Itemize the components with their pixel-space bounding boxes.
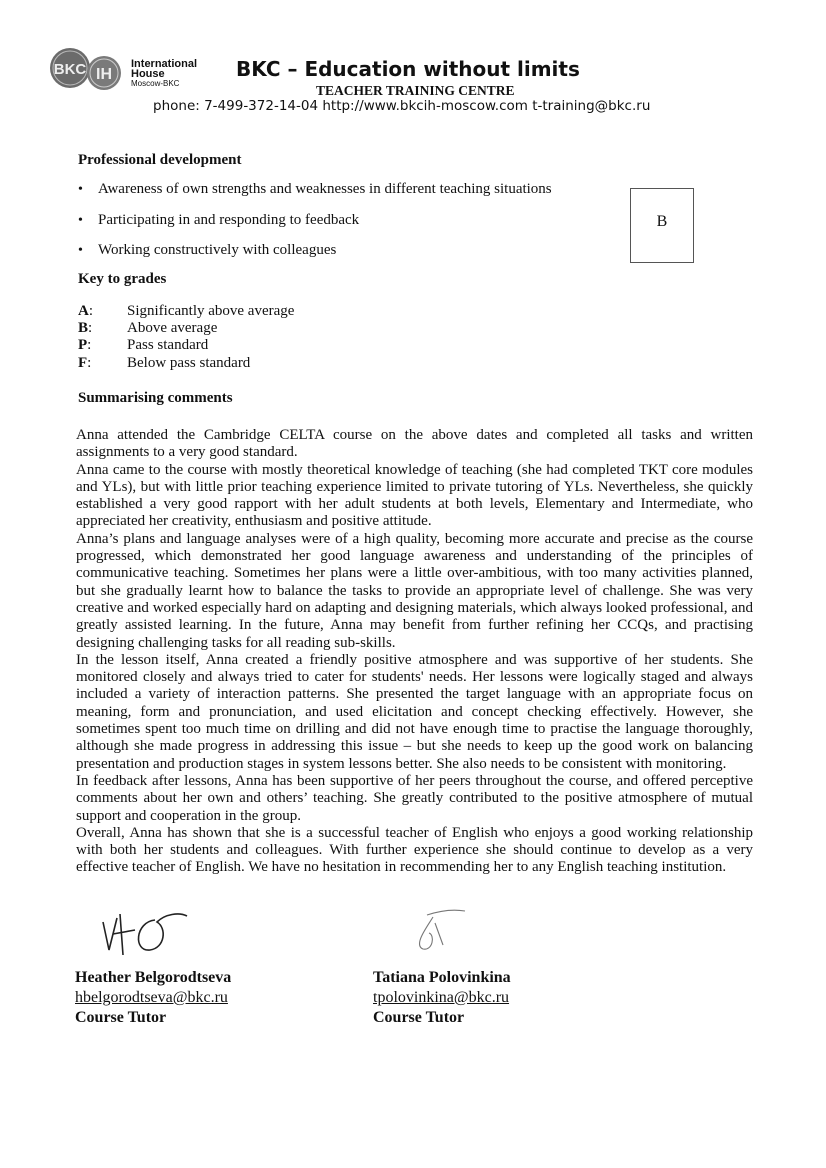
page-title: BKC – Education without limits (236, 57, 580, 81)
list-item (78, 181, 552, 198)
signatory-name: Heather Belgorodtseva (75, 969, 232, 986)
bullet-icon: • (78, 213, 83, 228)
list-item-text: Awareness of own strengths and weaknesses in different teaching situations (98, 181, 552, 197)
logo-text-moscow: Moscow-BKC (131, 79, 180, 88)
logo-mark-icon (44, 48, 209, 98)
grade-value: B (656, 213, 668, 230)
list-item (78, 242, 336, 259)
key-row: P: Pass standard (78, 337, 209, 353)
section-title-key-to-grades: Key to grades (78, 271, 167, 287)
key-desc: Below pass standard (127, 355, 251, 371)
summary-paragraph: Overall, Anna has shown that she is a successful teacher of English who enjoys a good working relationship with both her students and colleagues. With further experience she should continue to develop as a very effective teacher of English. We have no hesitation in recommending her to any English teaching institution. (76, 824, 753, 876)
key-desc: Pass standard (127, 337, 209, 353)
section-title-summarising-comments: Summarising comments (78, 390, 233, 406)
list-item (78, 212, 359, 229)
key-row: F: Below pass standard (78, 355, 251, 371)
page-subtitle: TEACHER TRAINING CENTRE (316, 83, 515, 98)
bullet-icon: • (78, 243, 83, 258)
list-item-text: Participating in and responding to feedback (98, 212, 360, 228)
contact-line: phone: 7-499-372-14-04 http://www.bkcih-moscow.com t-training@bkc.ru (153, 98, 651, 114)
summary-paragraph: Anna came to the course with mostly theoretical knowledge of teaching (she had completed TKT core modules and YLs), but with little prior teaching experience limited to private tutoring of YLs. Nevertheless, she quickly established a very good rapport with her adult students at both levels, Elementary and Intermediate, who appreciated her creativity, enthusiasm and positive attitude. (76, 461, 753, 530)
bkc-logo (44, 48, 209, 98)
signatory-name: Tatiana Polovinkina (373, 969, 511, 986)
summary-body (76, 427, 753, 877)
key-letter: F (78, 355, 88, 371)
svg-text:IH: IH (96, 66, 112, 83)
list-item-text: Working constructively with colleagues (98, 242, 337, 258)
signatory-email-link[interactable]: tpolovinkina@bkc.ru (373, 989, 510, 1006)
bullet-icon: • (78, 182, 83, 197)
logo-text-house: House (131, 68, 165, 80)
signatory-role: Course Tutor (75, 1009, 167, 1026)
key-letter: A (78, 303, 89, 319)
summary-paragraph: Anna’s plans and language analyses were of a high quality, becoming more accurate and precise as the course progressed, which demonstrated her good language awareness and understanding of the principles of communicative teaching. Sometimes her plans were a little over-ambitious, with too many activities planned, but she gradually learnt how to balance the tasks to provide an appropriate level of challenge. She was very creative and worked especially hard on adapting and designing materials, which always looked professional, and greatly assisted learning. In the future, Anna may benefit from further refining her CCQs, and practising designing challenging tasks for all reading sub-skills. (76, 530, 753, 651)
section-title-professional-development: Professional development (78, 152, 242, 168)
summary-paragraph: Anna attended the Cambridge CELTA course on the above dates and completed all tasks and written assignments to a very good standard. (76, 427, 753, 461)
signature-heather-icon (95, 900, 195, 960)
key-desc: Significantly above average (127, 303, 295, 319)
signatory-role: Course Tutor (373, 1009, 465, 1026)
key-row: A: Significantly above average (78, 303, 295, 319)
summary-paragraph: In feedback after lessons, Anna has been supportive of her peers throughout the course, and offered perceptive comments about her own and others’ teaching. She greatly contributed to the positive atmosphere of mutual support and cooperation in the group. (76, 772, 753, 824)
key-letter: P (78, 337, 88, 353)
key-desc: Above average (127, 320, 218, 336)
key-letter: B (78, 320, 89, 336)
grade-box (630, 188, 694, 263)
logo-text-international: International (131, 58, 198, 70)
key-row: B: Above average (78, 320, 218, 336)
logo-mark-text: BKC (53, 61, 87, 78)
summary-paragraph: In the lesson itself, Anna created a friendly positive atmosphere and was supportive of her students. She monitored closely and always tried to cater for students' needs. Her lessons were logically staged and always included a variety of interaction patterns. She presented the target language with an appropriate focus on meaning, form and pronunciation, and used elicitation and concept checking effectively. However, she sometimes spent too much time on drilling and did not have enough time to practise the language thoroughly, although she made progress in addressing this issue – but she needs to keep up the good work on balancing presentation and production stages in system lessons better. She also needs to be consistent with monitoring. (76, 651, 753, 772)
signature-tatiana-icon (405, 905, 475, 955)
signatory-email-link[interactable]: hbelgorodtseva@bkc.ru (75, 989, 228, 1006)
